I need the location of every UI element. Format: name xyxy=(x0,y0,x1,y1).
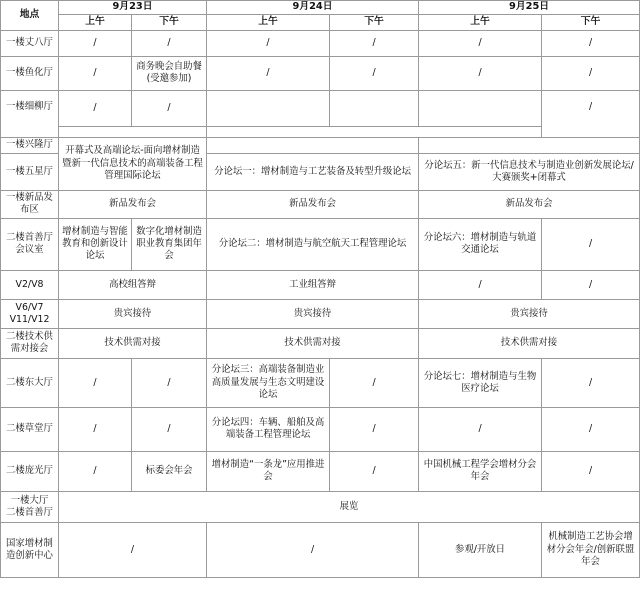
venue-cell: 一楼五星厅 xyxy=(1,153,59,190)
session-cell-empty xyxy=(59,126,207,137)
am-header: 上午 xyxy=(419,14,542,30)
session-cell: 新品发布会 xyxy=(59,190,207,218)
session-cell: 商务晚会自助餐 (受邀参加) xyxy=(132,56,207,90)
session-cell: / xyxy=(330,358,419,407)
session-cell: 新品发布会 xyxy=(419,190,640,218)
session-cell: / xyxy=(330,56,419,90)
session-cell-empty xyxy=(207,90,330,126)
table-row xyxy=(1,218,640,270)
session-cell: / xyxy=(59,451,132,491)
venue-cell: 二楼首善厅会议室 xyxy=(1,218,59,270)
venue-cell: 一楼鱼化厅 xyxy=(1,56,59,90)
day-header: 9月25日 xyxy=(419,1,640,15)
session-cell: / xyxy=(132,358,207,407)
session-cell: / xyxy=(330,407,419,451)
venue-cell: 二楼草堂厅 xyxy=(1,407,59,451)
session-cell: 高校组答辩 xyxy=(59,270,207,299)
pm-header: 下午 xyxy=(132,14,207,30)
session-cell: 技术供需对接 xyxy=(59,328,207,358)
session-cell: / xyxy=(542,90,640,137)
session-cell: 参观/开放日 xyxy=(419,522,542,577)
venue-cell: V6/V7 V11/V12 xyxy=(1,299,59,328)
session-cell: / xyxy=(330,451,419,491)
table-row xyxy=(1,190,640,218)
session-cell: 分论坛五：新一代信息技术与制造业创新发展论坛/大赛颁奖+闭幕式 xyxy=(419,153,640,190)
venue-cell: 二楼技术供需对接会 xyxy=(1,328,59,358)
session-cell: / xyxy=(542,218,640,270)
table-row xyxy=(1,30,640,56)
session-cell: / xyxy=(59,358,132,407)
session-cell: 中国机械工程学会增材分会年会 xyxy=(419,451,542,491)
venue-cell: V2/V8 xyxy=(1,270,59,299)
session-cell-empty xyxy=(419,90,542,126)
session-cell: 技术供需对接 xyxy=(419,328,640,358)
venue-cell: 二楼庞光厅 xyxy=(1,451,59,491)
session-cell: / xyxy=(207,56,330,90)
session-cell: / xyxy=(207,522,419,577)
session-cell: / xyxy=(542,407,640,451)
session-cell: / xyxy=(59,30,132,56)
venue-cell: 一楼兴隆厅 xyxy=(1,137,59,153)
pm-header: 下午 xyxy=(542,14,640,30)
table-row xyxy=(1,137,640,153)
session-cell: / xyxy=(419,56,542,90)
table-row xyxy=(1,358,640,407)
table-row xyxy=(1,451,640,491)
session-cell: / xyxy=(542,270,640,299)
session-cell: / xyxy=(59,407,132,451)
header-row-halfday xyxy=(1,14,640,30)
venue-cell: 一楼新品发布区 xyxy=(1,190,59,218)
session-cell: 技术供需对接 xyxy=(207,328,419,358)
table-row xyxy=(1,328,640,358)
venue-cell: 一楼细柳厅 xyxy=(1,90,59,137)
session-cell: / xyxy=(207,30,330,56)
session-cell: 分论坛三：高端装备制造业高质量发展与生态文明建设论坛 xyxy=(207,358,330,407)
session-cell: 分论坛四：车辆、船舶及高端装备工程管理论坛 xyxy=(207,407,330,451)
session-cell: / xyxy=(419,30,542,56)
session-cell: 标委会年会 xyxy=(132,451,207,491)
table-row xyxy=(1,522,640,577)
header-row-days xyxy=(1,1,640,15)
session-cell: / xyxy=(542,451,640,491)
table-row xyxy=(1,299,640,328)
pm-header: 下午 xyxy=(330,14,419,30)
am-header: 上午 xyxy=(207,14,330,30)
session-cell: 展览 xyxy=(59,491,640,522)
session-cell-empty xyxy=(419,137,640,153)
table-row xyxy=(1,56,640,90)
table-row xyxy=(1,90,640,126)
table-row xyxy=(1,407,640,451)
session-cell: 分论坛二：增材制造与航空航天工程管理论坛 xyxy=(207,218,419,270)
session-cell: 增材制造“一条龙”应用推进会 xyxy=(207,451,330,491)
session-cell: 分论坛六：增材制造与轨道交通论坛 xyxy=(419,218,542,270)
session-cell: / xyxy=(59,522,207,577)
session-cell: / xyxy=(132,407,207,451)
session-cell: / xyxy=(330,30,419,56)
session-cell: / xyxy=(59,90,132,126)
session-cell-empty xyxy=(330,90,419,126)
session-cell: 机械制造工艺协会增材分会年会/创新联盟年会 xyxy=(542,522,640,577)
session-cell: / xyxy=(542,358,640,407)
session-cell: 增材制造与智能教育和创新设计论坛 xyxy=(59,218,132,270)
session-cell: 贵宾接待 xyxy=(207,299,419,328)
session-cell: 数字化增材制造职业教育集团年会 xyxy=(132,218,207,270)
day-header: 9月23日 xyxy=(59,1,207,15)
session-cell: 贵宾接待 xyxy=(419,299,640,328)
venue-cell: 一楼大厅 二楼首善厅 xyxy=(1,491,59,522)
session-cell: 分论坛一：增材制造与工艺装备及转型升级论坛 xyxy=(207,153,419,190)
session-cell: / xyxy=(542,30,640,56)
table-row xyxy=(1,270,640,299)
session-cell: / xyxy=(132,30,207,56)
venue-cell: 二楼东大厅 xyxy=(1,358,59,407)
session-cell-empty xyxy=(207,137,419,153)
venue-cell: 一楼丈八厅 xyxy=(1,30,59,56)
session-cell: / xyxy=(542,56,640,90)
session-cell: / xyxy=(419,270,542,299)
session-cell: 新品发布会 xyxy=(207,190,419,218)
day-header: 9月24日 xyxy=(207,1,419,15)
venue-cell: 国家增材制造创新中心 xyxy=(1,522,59,577)
session-cell: 分论坛七：增材制造与生物医疗论坛 xyxy=(419,358,542,407)
table-row xyxy=(1,491,640,522)
session-cell: / xyxy=(132,90,207,126)
session-cell-empty xyxy=(207,126,542,137)
session-cell: / xyxy=(419,407,542,451)
am-header: 上午 xyxy=(59,14,132,30)
session-cell: 贵宾接待 xyxy=(59,299,207,328)
session-cell: / xyxy=(59,56,132,90)
venue-header: 地点 xyxy=(1,1,59,31)
session-cell: 工业组答辩 xyxy=(207,270,419,299)
session-cell: 开幕式及高端论坛-面向增材制造暨新一代信息技术的高端装备工程管理国际论坛 xyxy=(59,137,207,190)
